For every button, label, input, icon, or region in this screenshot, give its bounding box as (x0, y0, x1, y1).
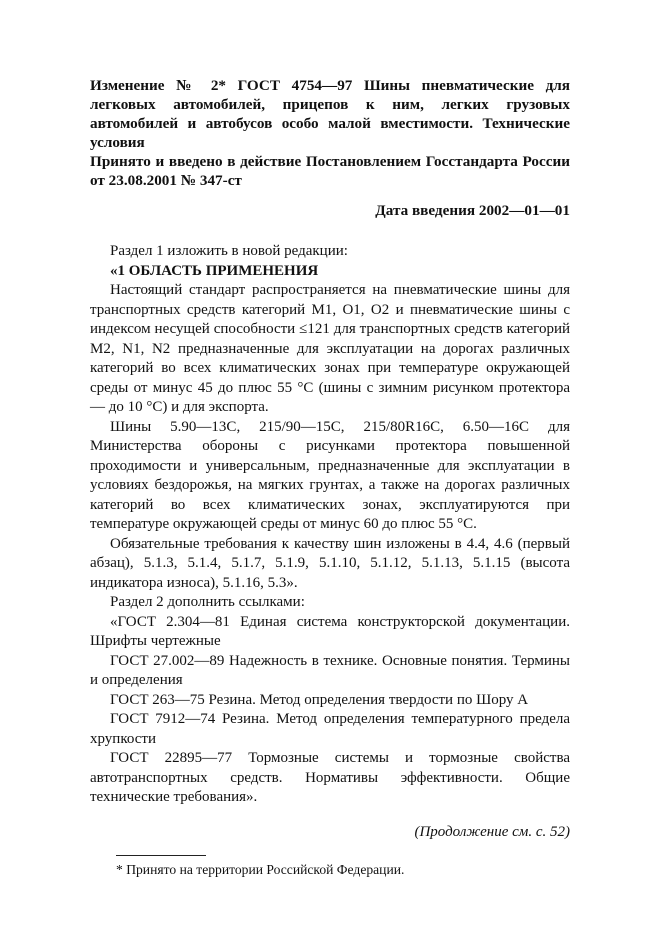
footnote: * Принято на территории Российской Федерации. (116, 861, 405, 877)
document-header (90, 76, 570, 190)
reference-item: ГОСТ 22895—77 Тормозные системы и тормозные свойства автотранспортных средств. Нормативы эффективности. Общие технические требования». (90, 750, 570, 805)
paragraph: Обязательные требования к качеству шин изложены в 4.4, 4.6 (первый абзац), 5.1.3, 5.1.4, 5.1.7, 5.1.9, 5.1.10, 5.1.12, 5.1.13, 5.1.15 (высота индикатора износа), 5.1.16, 5.3». (90, 535, 570, 591)
paragraph: Раздел 2 дополнить ссылками: (110, 594, 305, 610)
document-page (90, 76, 570, 878)
paragraph: Настоящий стандарт распространяется на пневматические шины для транспортных средств категорий M1, O1, O2 и пневматические шины с индексом несущей способности ≤121 для транспортных средств категорий M2, N1, N2 предназначенные для эксплуатации на дорогах различных категорий во всех климатических зонах при температуре окружающей среды от минус 45 до плюс 55 °С (шины с зимним рисунком протектора — до 10 °С) и для экспорта. (90, 282, 570, 415)
paragraph: Шины 5.90—13С, 215/90—15С, 215/80R16С, 6.50—16С для Министерства обороны с рисунками протектора повышенной проходимости и универсальным, предназначенные для эксплуатации в условиях бездорожья, на мягких грунтах, а также на дорогах различных категорий во всех климатических зонах, эксплуатируются при температуре окружающей среды от минус 60 до плюс 55 °С. (90, 418, 570, 532)
document-body (90, 242, 570, 808)
reference-item: ГОСТ 27.002—89 Надежность в технике. Основные понятия. Термины и определения (90, 652, 570, 688)
paragraph: Раздел 1 изложить в новой редакции: (110, 243, 348, 259)
effective-date: Дата введения 2002—01—01 (375, 202, 570, 219)
adoption-statement: Принято и введено в действие Постановлением Госстандарта России от 23.08.2001 № 347-ст (90, 153, 570, 189)
reference-item: ГОСТ 263—75 Резина. Метод определения твердости по Шору А (110, 691, 529, 708)
reference-item: «ГОСТ 2.304—81 Единая система конструкторской документации. Шрифты чертежные (90, 613, 570, 649)
reference-item: ГОСТ 7912—74 Резина. Метод определения температурного предела хрупкости (90, 711, 570, 747)
continuation-note: (Продолжение см. с. 52) (414, 823, 570, 840)
footnote-divider (116, 855, 206, 856)
amendment-title: Изменение № 2* ГОСТ 4754—97 Шины пневматические для легковых автомобилей, прицепов к ним, легких грузовых автомобилей и автобусов особо малой вместимости. Технические условия (90, 77, 570, 151)
section-heading: «1 ОБЛАСТЬ ПРИМЕНЕНИЯ (110, 262, 319, 279)
